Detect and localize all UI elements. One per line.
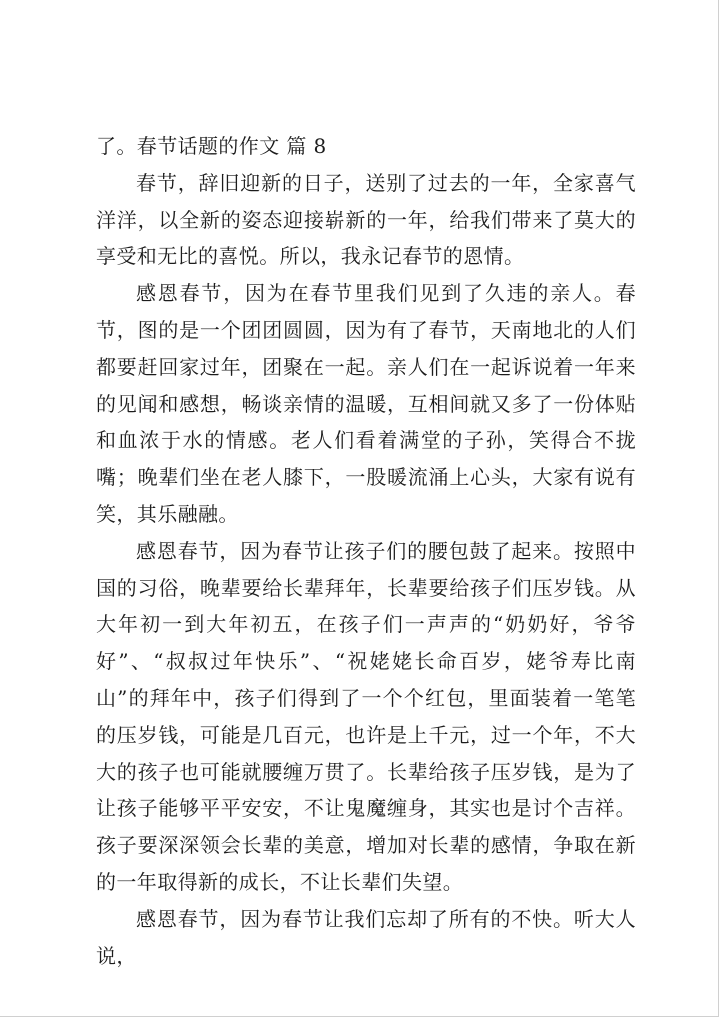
paragraph-4: 感恩春节，因为春节让我们忘却了所有的不快。听大人说， bbox=[96, 906, 636, 968]
essay-title-line: 了。春节话题的作文 篇 8 bbox=[96, 134, 327, 158]
paragraph-3: 感恩春节，因为春节让孩子们的腰包鼓了起来。按照中国的习俗，晚辈要给长辈拜年，长辈要给孩子们压岁钱。从大年初一到大年初五，在孩子们一声声的“奶奶好，爷爷好”、“叔叔过年快乐”、“祝姥姥长命百岁，姥爷寿比南山”的拜年中，孩子们得到了一个个红包，里面装着一笔笔的压岁钱，可能是几百元，也许是上千元，过一个年，不大大的孩子也可能就腰缠万贯了。长辈给孩子压岁钱，是为了让孩子能够平平安安，不让鬼魔缠身，其实也是讨个吉祥。孩子要深深领会长辈的美意，增加对长辈的感情，争取在新的一年取得新的成长，不让长辈们失望。 bbox=[96, 538, 636, 894]
paragraph-1: 春节，辞旧迎新的日子，送别了过去的一年，全家喜气洋洋，以全新的姿态迎接崭新的一年，给我们带来了莫大的享受和无比的喜悦。所以，我永记春节的恩情。 bbox=[96, 170, 636, 269]
paragraph-2: 感恩春节，因为在春节里我们见到了久违的亲人。春节，图的是一个团团圆圆，因为有了春节，天南地北的人们都要赶回家过年，团聚在一起。亲人们在一起诉说着一年来的见闻和感想，畅谈亲情的温暖，互相间就又多了一份体贴和血浓于水的情感。老人们看着满堂的子孙，笑得合不拢嘴；晚辈们坐在老人膝下，一股暖流涌上心头，大家有说有笑，其乐融融。 bbox=[96, 281, 636, 526]
document-body bbox=[96, 128, 636, 974]
